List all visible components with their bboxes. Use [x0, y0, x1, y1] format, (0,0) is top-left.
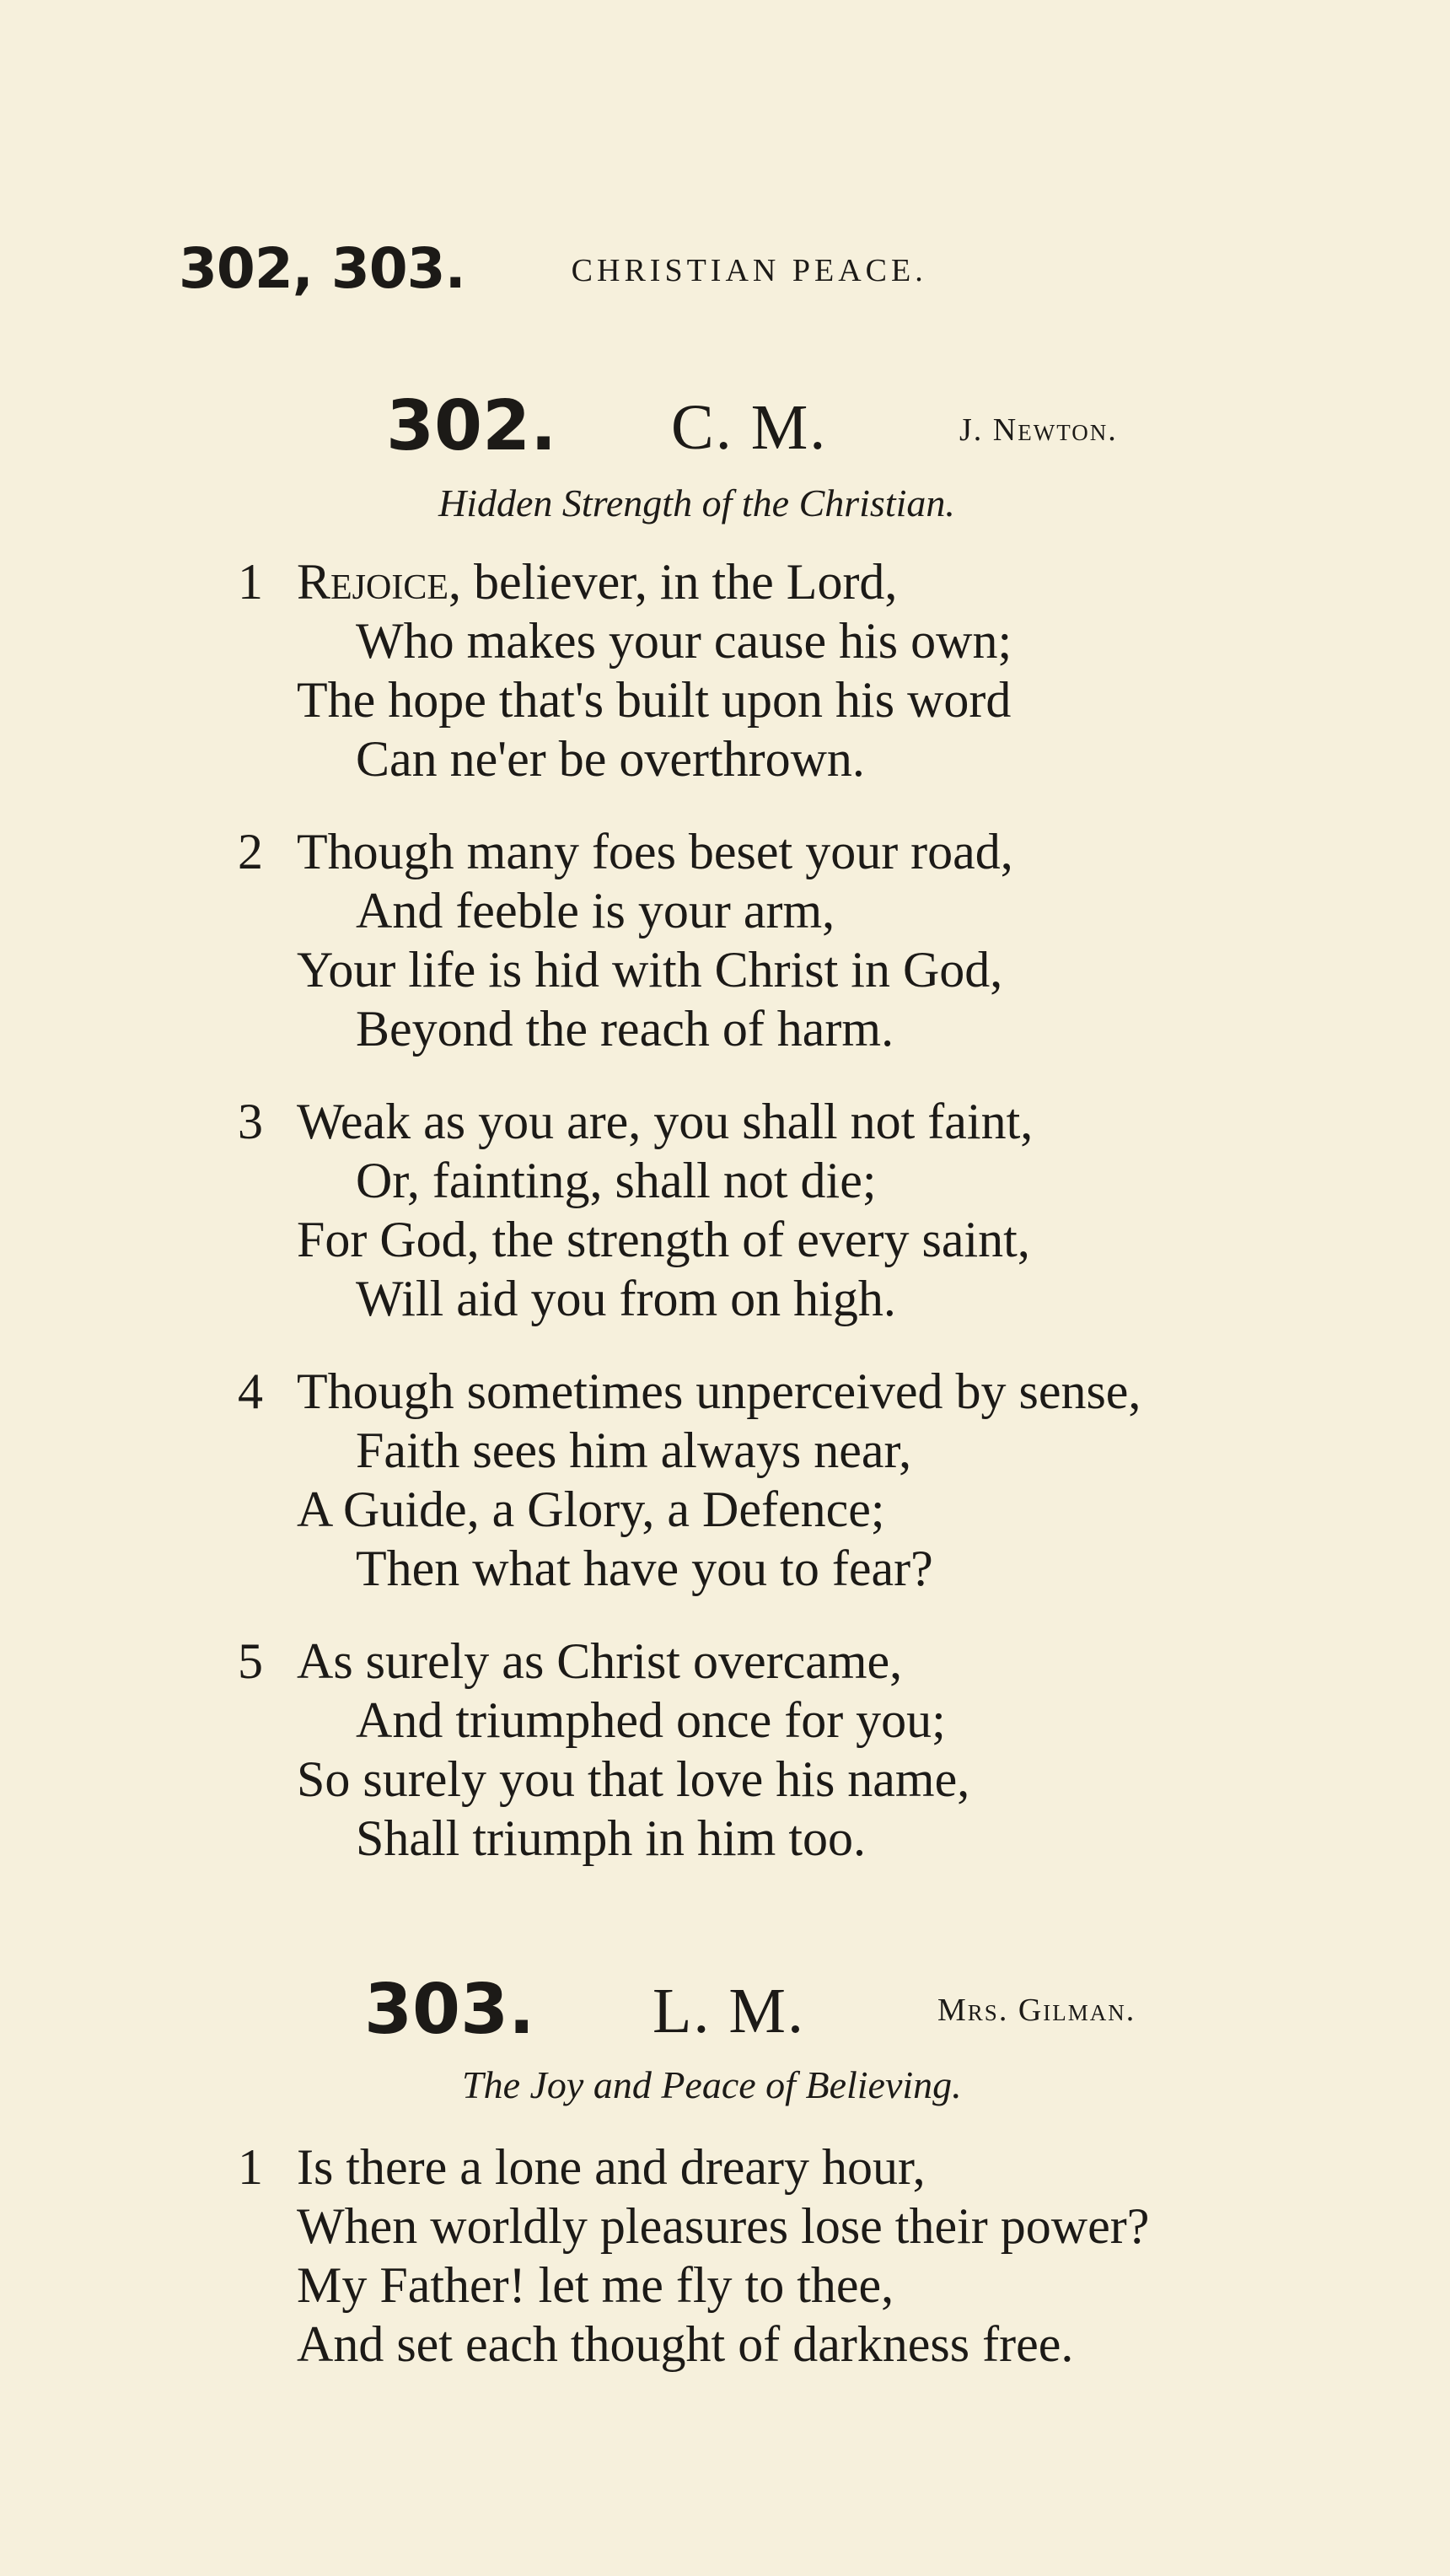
hymn-meter: C. M.: [671, 392, 828, 463]
hymn-meter: L. M.: [652, 1976, 805, 2046]
verse-line: And set each thought of darkness free.: [297, 2316, 1074, 2372]
verse-line: For God, the strength of every saint,: [297, 1212, 1030, 1267]
verse-line: Your life is hid with Christ in God,: [297, 942, 1003, 998]
verse-number: 5: [238, 1633, 263, 1689]
hymn-number: 303.: [364, 1970, 535, 2050]
verse-lead-word: Rejoice: [297, 554, 449, 610]
verse-line: Then what have you to fear?: [356, 1541, 933, 1596]
verse-line: A Guide, a Glory, a Defence;: [297, 1482, 885, 1537]
verse-number: 4: [238, 1363, 263, 1419]
verse-line: Rejoice, believer, in the Lord,: [297, 554, 898, 610]
verse-line: Or, fainting, shall not die;: [356, 1153, 877, 1208]
verse-line: Beyond the reach of harm.: [356, 1001, 894, 1057]
hymn-author: Mrs. Gilman.: [937, 1993, 1136, 2028]
verse-line: Shall triumph in him too.: [356, 1810, 867, 1866]
verse-line: Who makes your cause his own;: [356, 613, 1012, 669]
verse-line: Though many foes beset your road,: [297, 824, 1013, 879]
verse-number: 1: [238, 2139, 263, 2195]
verse-line: Is there a lone and dreary hour,: [297, 2139, 926, 2195]
verse-number: 3: [238, 1094, 263, 1149]
verse-line: When worldly pleasures lose their power?: [297, 2198, 1150, 2254]
verse-line: So surely you that love his name,: [297, 1751, 970, 1807]
verse-line: Can ne'er be overthrown.: [356, 731, 865, 787]
verse-line: Will aid you from on high.: [356, 1271, 896, 1326]
verse-line: And feeble is your arm,: [356, 883, 835, 938]
verse-line: The hope that's built upon his word: [297, 672, 1012, 728]
verse-line: And triumphed once for you;: [356, 1692, 946, 1748]
running-head-numbers: 302, 303.: [179, 236, 465, 301]
verse-line: Though sometimes unperceived by sense,: [297, 1363, 1141, 1419]
verse-line: Weak as you are, you shall not faint,: [297, 1094, 1034, 1149]
hymn-author: J. Newton.: [959, 412, 1118, 448]
verse-line: As surely as Christ overcame,: [297, 1633, 903, 1689]
hymn-subtitle: The Joy and Peace of Believing.: [462, 2063, 962, 2106]
verse-line: My Father! let me fly to thee,: [297, 2257, 894, 2313]
running-head: [179, 236, 927, 301]
hymn-number: 302.: [386, 386, 557, 466]
verse-number: 2: [238, 824, 263, 879]
verse-number: 1: [238, 554, 263, 610]
running-head-title: CHRISTIAN PEACE.: [571, 253, 927, 288]
hymn-subtitle: Hidden Strength of the Christian.: [438, 481, 955, 524]
verse-line: Faith sees him always near,: [356, 1422, 912, 1478]
